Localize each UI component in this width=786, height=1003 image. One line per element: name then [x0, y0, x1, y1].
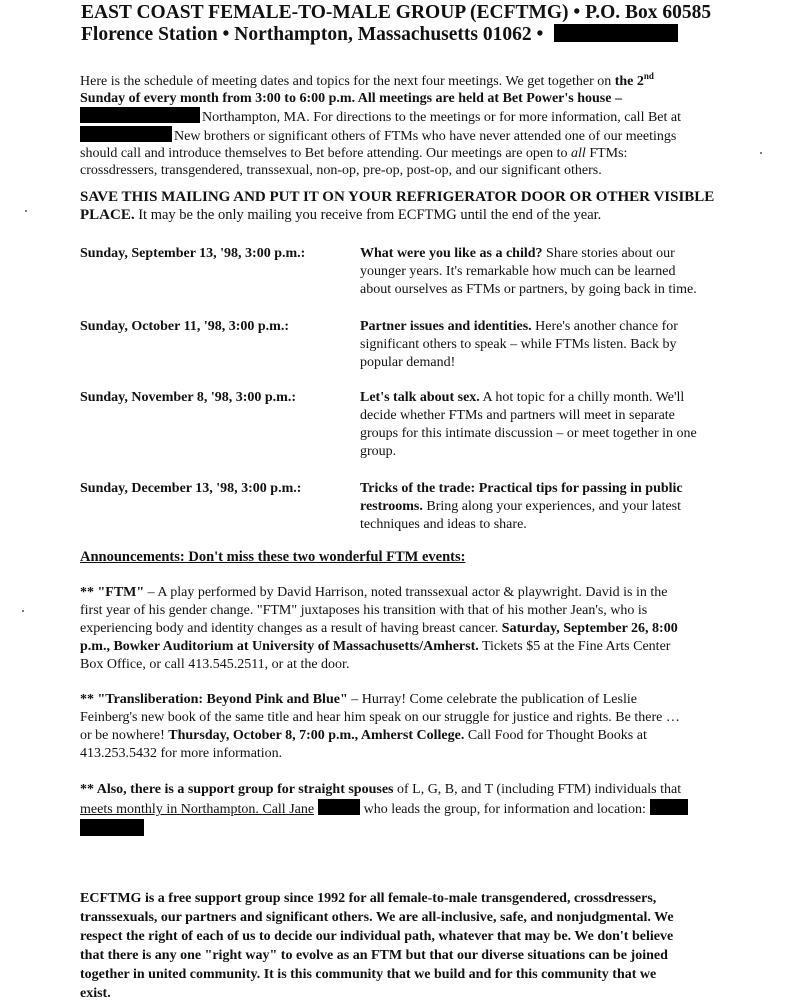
- schedule-description: [360, 245, 760, 299]
- event-text: – A play performed by David Harrison, noted transsexual actor & playwright. David is in the: [144, 585, 668, 600]
- letterhead-address: Florence Station • Northampton, Massachusetts 01062 •: [81, 24, 544, 45]
- event-line: [80, 727, 760, 745]
- intro-text: New brothers or significant others of FTMs who have never attended one of our meetings: [174, 129, 677, 144]
- redaction-box: [318, 799, 360, 815]
- event-datetime: Saturday, September 26, 8:00: [501, 621, 678, 636]
- support-title: ** Also, there is a support group for straight spouses: [80, 782, 394, 797]
- schedule-line: decide whether FTMs and partners will meet in separate: [360, 408, 675, 423]
- redaction-box: [80, 819, 144, 836]
- intro-line-6: crossdressers, transgendered, transsexual, non-op, pre-op, post-op, and our significant others.: [80, 163, 602, 178]
- support-text: of L, G, B, and T (including FTM) individuals that: [393, 782, 682, 797]
- schedule-text: Share stories about our: [542, 246, 675, 261]
- schedule-line: popular demand!: [360, 355, 456, 370]
- intro-line-4: [80, 126, 760, 145]
- schedule-date: Sunday, November 8, '98, 3:00 p.m.:: [80, 390, 296, 405]
- intro-paragraph: [80, 68, 760, 179]
- intro-italic: all: [571, 146, 586, 161]
- event-line: [80, 691, 760, 709]
- event-text: or be nowhere!: [80, 728, 169, 743]
- schedule-line: younger years. It's remarkable how much can be learned: [360, 264, 676, 279]
- scan-speck: [760, 152, 762, 154]
- schedule-date: Sunday, September 13, '98, 3:00 p.m.:: [80, 246, 306, 261]
- schedule-topic: restrooms.: [360, 499, 423, 514]
- mission-line: respect the right of each of us to decide our individual path, whatever that may be. We don't believe: [80, 929, 674, 944]
- save-notice-text: It may be the only mailing you receive from ECFTMG until the end of the year.: [134, 207, 602, 223]
- event-text: Tickets $5 at the Fine Arts Center: [478, 639, 671, 654]
- schedule-date: Sunday, October 11, '98, 3:00 p.m.:: [80, 319, 289, 334]
- scan-speck: [25, 210, 27, 212]
- schedule-line: techniques and ideas to share.: [360, 517, 527, 532]
- announcements-heading: Announcements: Don't miss these two wonderful FTM events:: [80, 549, 466, 565]
- event-transliberation-paragraph: [80, 691, 760, 763]
- intro-emphasis: the 2: [614, 74, 644, 89]
- support-text: who leads the group, for information and location:: [360, 802, 646, 817]
- event-line: [80, 584, 760, 602]
- event-line: Feinberg's new book of the same title and hear him speak on our struggle for justice and rights. Be there …: [80, 710, 680, 725]
- support-line: [80, 819, 760, 840]
- schedule-line: groups for this intimate discussion – or meet together in one: [360, 426, 697, 441]
- event-title: ** "FTM": [80, 585, 145, 600]
- event-datetime: Thursday, October 8, 7:00 p.m., Amherst College.: [168, 728, 465, 743]
- scan-speck: [22, 610, 24, 612]
- save-notice-emphasis: PLACE.: [80, 207, 135, 223]
- redaction-box: [80, 107, 200, 123]
- schedule-line: about ourselves as FTMs or partners, by going back in time.: [360, 282, 697, 297]
- redaction-box: [554, 24, 678, 42]
- schedule-line: group.: [360, 444, 397, 459]
- intro-line-1: [80, 68, 760, 90]
- mission-line: together in united community. It is this community that we build and for this community that we: [80, 967, 657, 982]
- event-venue: p.m., Bowker Auditorium at University of Massachusetts/Amherst.: [80, 639, 479, 654]
- redaction-box: [80, 126, 172, 142]
- mission-line: transsexuals, our partners and significant others. We are all-inclusive, safe, and nonjudgmental. We: [80, 910, 674, 925]
- letterhead-line-1: EAST COAST FEMALE-TO-MALE GROUP (ECFTMG) • P.O. Box 60585: [81, 2, 712, 23]
- save-notice-line-1: SAVE THIS MAILING AND PUT IT ON YOUR REFRIGERATOR DOOR OR OTHER VISIBLE: [80, 189, 715, 205]
- intro-line-3: [80, 107, 760, 126]
- mission-line: that there is any one "right way" to evolve as an FTM but that our diverse situations can be joined: [80, 948, 668, 963]
- event-line: [80, 620, 760, 638]
- schedule-text: A hot topic for a chilly month. We'll: [479, 390, 685, 405]
- support-text: meets monthly in Northampton. Call Jane: [80, 802, 315, 817]
- event-title: ** "Transliberation: Beyond Pink and Blue": [80, 692, 348, 707]
- ordinal-superscript: nd: [643, 71, 654, 81]
- event-line: [80, 638, 760, 656]
- schedule-topic: Let's talk about sex.: [360, 390, 480, 405]
- event-text: Call Food for Thought Books at: [464, 728, 647, 743]
- event-text: – Hurray! Come celebrate the publication of Leslie: [347, 692, 637, 707]
- intro-text: should call and introduce themselves to Bet before attending. Our meetings are open to: [80, 146, 572, 161]
- mission-line: ECFTMG is a free support group since 1992 for all female-to-male transgendered, crossdressers,: [80, 891, 657, 906]
- schedule-description: [360, 480, 760, 534]
- support-group-paragraph: [80, 780, 760, 840]
- schedule-line: [360, 498, 760, 516]
- event-text: experiencing body and identity changes as a result of having breast cancer.: [80, 621, 502, 636]
- event-ftm-paragraph: [80, 584, 760, 674]
- save-notice-line-2: [80, 206, 770, 224]
- intro-text: Here is the schedule of meeting dates and topics for the next four meetings. We get together on: [80, 74, 615, 89]
- support-line: [80, 780, 760, 799]
- letterhead-line-2: [81, 24, 678, 46]
- event-line: 413.253.5432 for more information.: [80, 746, 283, 761]
- schedule-description: [360, 318, 760, 372]
- schedule-text: Here's another chance for: [531, 319, 678, 334]
- schedule-text: Bring along your experiences, and your latest: [422, 499, 682, 514]
- schedule-line: [360, 245, 760, 263]
- intro-line-2: Sunday of every month from 3:00 to 6:00 p.m. All meetings are held at Bet Power's house –: [80, 91, 622, 106]
- event-line: Box Office, or call 413.545.2511, or at the door.: [80, 657, 350, 672]
- schedule-topic: Tricks of the trade: Practical tips for passing in public: [360, 481, 683, 496]
- schedule-topic: Partner issues and identities.: [360, 319, 532, 334]
- schedule-line: significant others to speak – while FTMs listen. Back by: [360, 337, 677, 352]
- schedule-line: [360, 389, 760, 407]
- schedule-topic: What were you like as a child?: [360, 246, 543, 261]
- event-line: first year of his gender change. "FTM" juxtaposes his transition with that of his mother Jean's, who is: [80, 603, 648, 618]
- schedule-description: [360, 389, 760, 461]
- mission-line: exist.: [80, 986, 111, 1001]
- support-line: [80, 799, 760, 819]
- schedule-date: Sunday, December 13, '98, 3:00 p.m.:: [80, 481, 302, 496]
- redaction-box: [650, 799, 688, 815]
- schedule-line: [360, 318, 760, 336]
- intro-text: Northampton, MA. For directions to the meetings or for more information, call Bet at: [202, 110, 682, 125]
- mission-statement: [80, 889, 780, 1003]
- save-notice: [80, 188, 770, 224]
- intro-text: FTMs:: [585, 146, 628, 161]
- intro-line-5: [80, 145, 760, 162]
